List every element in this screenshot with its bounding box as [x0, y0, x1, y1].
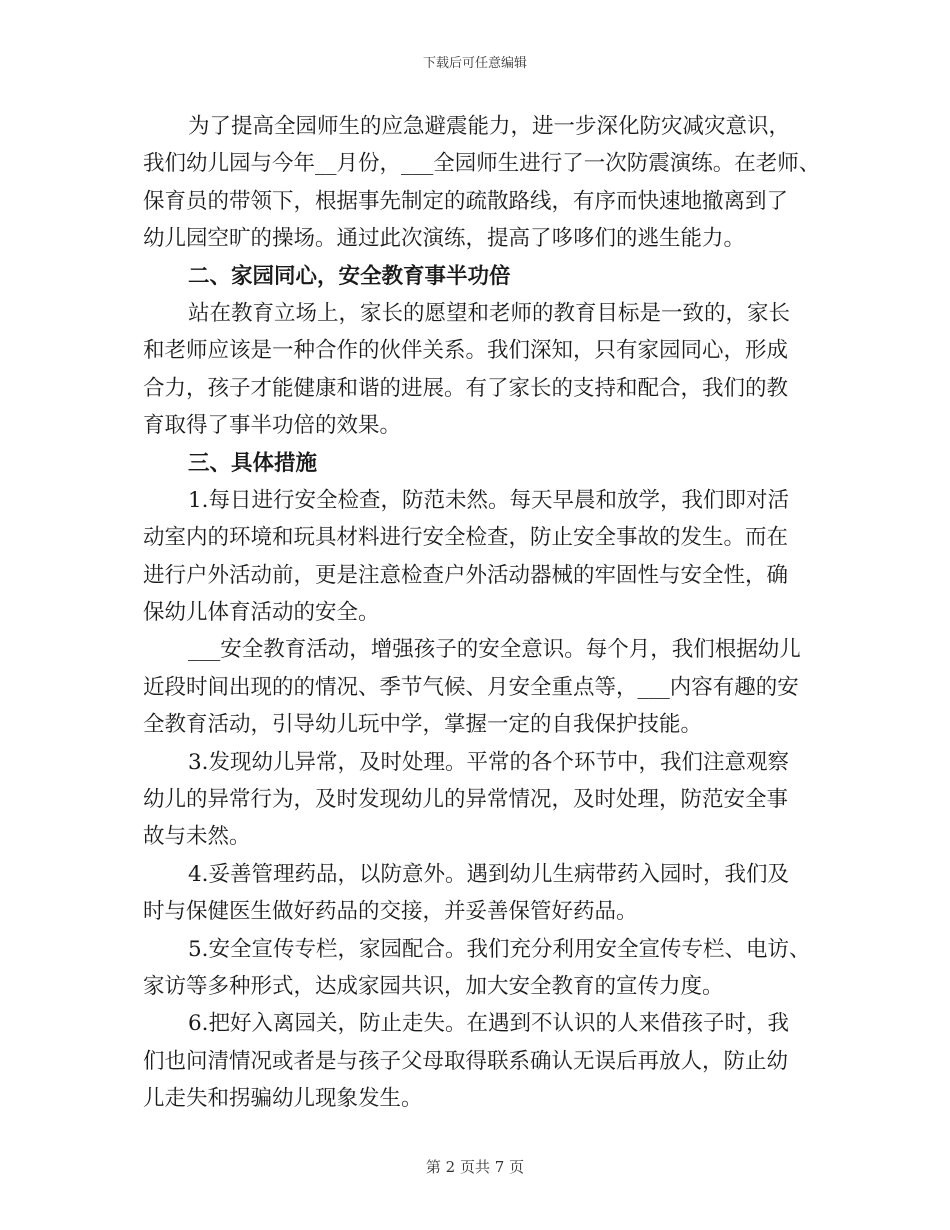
- text-line: 保幼儿体育活动的安全。: [143, 600, 380, 626]
- text-line: 近段时间出现的的情况、季节气候、月安全重点等，___内容有趣的安: [143, 674, 799, 700]
- text-line: 进行户外活动前，更是注意检查户外活动器械的牢固性与安全性，确: [143, 562, 789, 588]
- text-line: 我们幼儿园与今年__月份，___全园师生进行了一次防震演练。在老师、: [143, 151, 821, 177]
- text-line: 合力，孩子才能健康和谐的进展。有了家长的支持和配合，我们的教: [143, 375, 789, 401]
- text-line: 时与保健医生做好药品的交接，并妥善保管好药品。: [143, 899, 638, 925]
- text-line: 幼儿的异常行为，及时发现幼儿的异常情况，及时处理，防范安全事: [143, 787, 789, 813]
- text-line: 儿走失和拐骗幼儿现象发生。: [143, 1086, 423, 1112]
- section-heading: 二、家园同心，安全教育事半功倍: [188, 263, 511, 289]
- text-line: 站在教育立场上，家长的愿望和老师的教育目标是一致的，家长: [188, 300, 791, 326]
- text-line: 5.安全宣传专栏，家园配合。我们充分利用安全宣传专栏、电访、: [188, 936, 811, 962]
- text-line: 动室内的环境和玩具材料进行安全检查，防止安全事故的发生。而在: [143, 525, 789, 551]
- text-line: 6.把好入离园关，防止走失。在遇到不认识的人来借孩子时，我: [188, 1011, 790, 1037]
- text-line: ___安全教育活动，增强孩子的安全意识。每个月，我们根据幼儿: [188, 637, 801, 663]
- page-header: 下载后可任意编辑: [422, 56, 527, 71]
- text-line: 们也问清情况或者是与孩子父母取得联系确认无误后再放人，防止幼: [143, 1048, 789, 1074]
- document-body: [143, 108, 833, 1118]
- text-line: 幼儿园空旷的操场。通过此次演练，提高了哆哆们的逃生能力。: [143, 226, 746, 252]
- text-line: 故与未然。: [143, 824, 251, 850]
- page-footer: 第 2 页共 7 页: [425, 1158, 525, 1176]
- text-line: 1.每日进行安全检查，防范未然。每天早晨和放学，我们即对活: [188, 487, 790, 513]
- section-heading: 三、具体措施: [188, 450, 318, 476]
- text-line: 为了提高全园师生的应急避震能力，进一步深化防灾减灾意识，: [188, 114, 791, 139]
- text-line: 4.妥善管理药品，以防意外。遇到幼儿生病带药入园时，我们及: [188, 861, 790, 887]
- text-line: 家访等多种形式，达成家园共识，加大安全教育的宣传力度。: [143, 973, 724, 999]
- text-line: 育取得了事半功倍的效果。: [143, 413, 402, 439]
- text-line: 全教育活动，引导幼儿玩中学，掌握一定的自我保护技能。: [143, 712, 703, 738]
- text-line: 3.发现幼儿异常，及时处理。平常的各个环节中，我们注意观察: [188, 749, 790, 775]
- text-line: 和老师应该是一种合作的伙伴关系。我们深知，只有家园同心，形成: [143, 338, 789, 364]
- text-line: 保育员的带领下，根据事先制定的疏散路线，有序而快速地撤离到了: [143, 188, 789, 214]
